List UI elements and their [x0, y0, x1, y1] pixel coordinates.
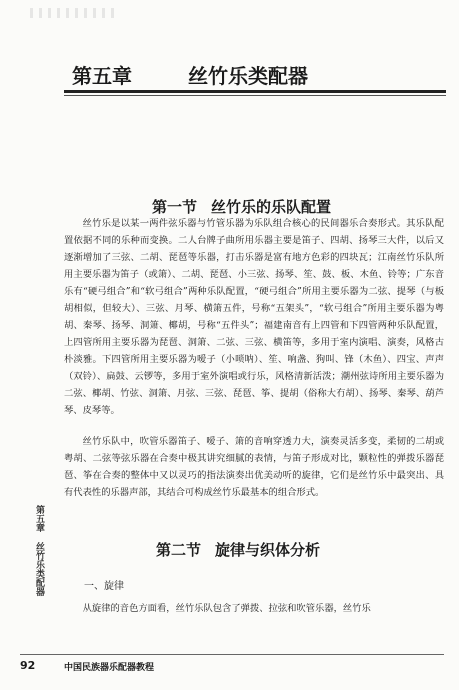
section-2-number: 第二节 [156, 541, 202, 559]
scan-artifact [30, 8, 120, 18]
footer-rule [20, 654, 444, 655]
page-number: 92 [20, 659, 36, 672]
chapter-name: 丝竹乐类配器 [188, 64, 308, 88]
section-1-heading [152, 196, 331, 217]
section-1-number: 第一节 [152, 198, 198, 216]
section-2-heading [156, 539, 320, 560]
chapter-rule-thin [64, 95, 446, 96]
chapter-title [72, 60, 432, 89]
paragraph: 丝竹乐是以某一两件弦乐器与竹管乐器为乐队组合核心的民间器乐合奏形式。其乐队配置依据不同的乐种而变换。二人台牌子曲所用乐器主要是笛子、四胡、扬琴三大件，以后又逐渐增加了三弦、二胡、琵琶等乐器，打击乐器是富有地方色彩的四块瓦；江南丝竹乐队所用主要乐器为笛子（或箫）、二胡、琵琶、小三弦、扬琴、笙、鼓、板、木鱼、铃等；广东音乐有“硬弓组合”和“软弓组合”两种乐队配置，“硬弓组合”所用主要乐器为二弦、提琴（与板胡相似，但较大）、三弦、月琴、横箫五件，号称“五架头”，“软弓组合”所用主要乐器为粤胡、秦琴、扬琴、洞箫、椰胡，号称“五件头”；福建南音有上四管和下四管两种乐队配置，上四管所用主要乐器为琵琶、洞箫、二弦、三弦、横笛等，多用于室内演唱、演奏，风格古朴淡雅。下四管所用主要乐器为嗳子（小唢呐）、笙、响盏、狗叫、锋（木鱼）、四宝、声声（双铃）、扁鼓、云锣等，多用于室外演唱或行乐，风格清新活泼；潮州弦诗所用主要乐器为二弦、椰胡、竹弦、洞箫、月弦、三弦、琵琶、筝、提胡（俗称大冇胡）、扬琴、秦琴、葫芦琴、皮琴等。 [64, 218, 444, 416]
section-1-paragraph-1 [64, 215, 444, 419]
running-footer-title: 中国民族器乐配器教程 [64, 663, 155, 673]
section-1-title: 丝竹乐的乐队配置 [211, 198, 332, 216]
section-2-paragraph [64, 600, 444, 617]
paragraph: 从旋律的音色方面看，丝竹乐队包含了弹拨、拉弦和吹管乐器，丝竹乐 [82, 603, 371, 614]
chapter-number: 第五章 [72, 64, 132, 88]
section-2-title: 旋律与织体分析 [215, 541, 321, 559]
side-chapter-label: 第五章 丝竹乐类配器 [34, 505, 44, 596]
section-1-paragraph-2 [64, 433, 444, 501]
subheading-melody: 一、旋律 [84, 581, 124, 592]
chapter-rule [64, 90, 446, 93]
paragraph: 丝竹乐队中，吹管乐器笛子、嗳子、箫的音响穿透力大，演奏灵活多变，柔韧的二胡或粤胡、二弦等弦乐器在合奏中极其讲究细腻的表情，与笛子形成对比，颗粒性的弹拨乐器琵琶、筝在合奏的整体中又以灵巧的指法演奏出优美动听的旋律，它们是丝竹乐中最突出、具有代表性的乐器声部，其结合可构成丝竹乐最基本的组合形式。 [64, 436, 444, 498]
